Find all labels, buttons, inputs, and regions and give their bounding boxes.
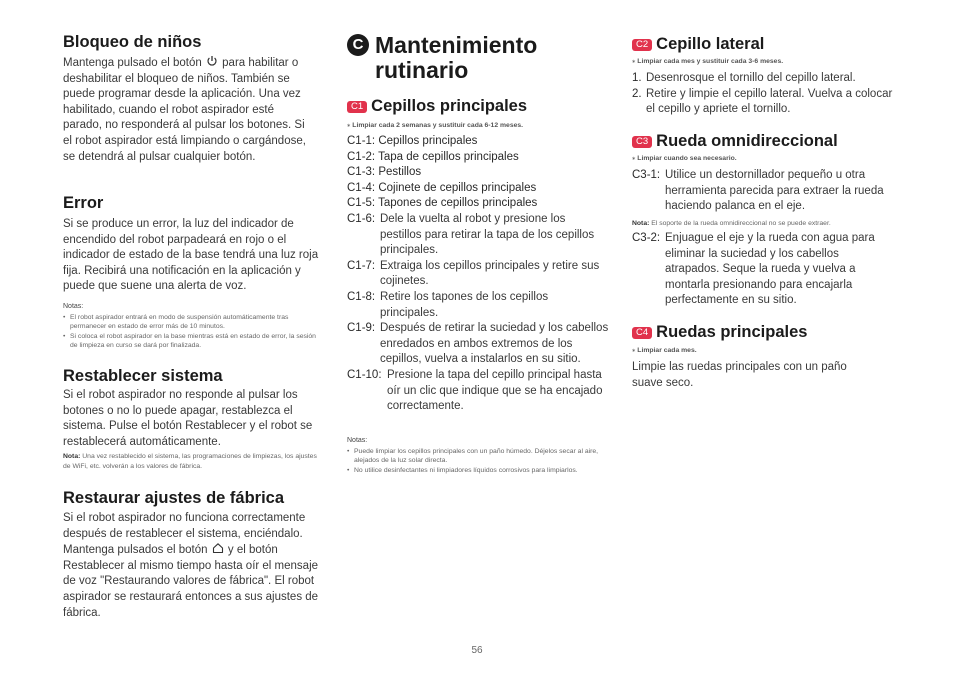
brush-notes-title: Notas: — [347, 437, 368, 444]
part-item: C1-4: Cojinete de cepillos principales — [347, 181, 537, 194]
error-notes — [63, 303, 319, 350]
brush-note-1: • Puede limpiar los cepillos principales con un paño húmedo. Déjelos secar al aire, alejados de la luz solar directa. — [347, 447, 605, 466]
reset-note: Nota: Una vez restablecido el sistema, las programaciones de limpiezas, los ajustes de WiFi, etc. volverán a los valores de fábrica. — [63, 453, 317, 470]
step-item: C1-9: Después de retirar la suciedad y los cabellos enredados en ambos extremos de los cepillos, vuelva a instalarlos en su sitio. — [347, 322, 609, 366]
omni-wheel-note: Nota: El soporte de la rueda omnidireccional no se puede extraer. — [632, 220, 831, 227]
main-brushes-notes — [347, 437, 605, 475]
step-item: C3-2: Enjuague el eje y la rueda con agua para eliminar la suciedad y los cabellos atrapados. Seque la rueda y vuelva a montarla presionando para encajarla perfectamente en su sitio. — [632, 232, 875, 307]
main-wheels-heading — [632, 322, 894, 342]
main-brushes-parts — [347, 134, 609, 212]
part-item: C1-5: Tapones de cepillos principales — [347, 197, 538, 210]
step-item: 2. Retire y limpie el cepillo lateral. Vuelva a colocar el cepillo y apriete el tornillo. — [632, 87, 893, 116]
factory-reset-title: Restaurar ajustes de fábrica — [63, 489, 285, 507]
error-note-1: • El robot aspirador entrará en modo de suspensión automáticamente tras permanecer en estado de error más de 10 minutos. — [63, 313, 319, 332]
side-brush-frequency: ⁎ Limpiar cada mes y sustituir cada 3-6 meses. — [632, 58, 784, 65]
main-wheels-title: Ruedas principales — [656, 323, 808, 341]
side-brush-steps — [632, 71, 894, 118]
side-brush-heading — [632, 34, 894, 54]
chapter-badge: C — [347, 34, 369, 56]
part-item: C1-2: Tapa de cepillos principales — [347, 150, 519, 163]
badge-c2: C2 — [632, 39, 652, 51]
chapter-title-line2: rutinario — [375, 57, 469, 83]
step-item: C1-8: Retire los tapones de los cepillos principales. — [347, 290, 549, 319]
clock-icon: ⁎ — [632, 347, 638, 354]
part-item: C1-3: Pestillos — [347, 166, 422, 179]
error-title: Error — [63, 194, 104, 212]
part-item: C1-1: Cepillos principales — [347, 135, 478, 147]
badge-c1: C1 — [347, 101, 367, 113]
main-wheels-frequency: ⁎ Limpiar cada mes. — [632, 347, 697, 354]
error-notes-title: Notas: — [63, 303, 84, 310]
badge-c3: C3 — [632, 136, 652, 148]
clock-icon: ⁎ — [632, 155, 638, 162]
child-lock-text: Mantenga pulsado el botón para habilitar o deshabilitar el bloqueo de niños. También se puede programar desde la aplicación. Una vez habilitado, cuando el robot aspirador esté parado, no responderá al pulsar los botones. Si el robot aspirador está limpiando o cargándose, se detendrá al pulsar cualquier botón. — [63, 57, 306, 163]
error-text: Si se produce un error, la luz del indicador de encendido del robot parpadeará en rojo o el indicador de estado de la base tendrá una luz roja fija. Recibirá una notificación en la aplicación y puede que suene una alerta de voz. — [63, 218, 319, 293]
chapter-title-line1: Mantenimiento — [375, 32, 538, 58]
reset-text: Si el robot aspirador no responde al pulsar los botones o no lo puede apagar, restablezca el sistema. Pulse el botón Restablecer y el robot se restablecerá automáticamente. — [63, 389, 313, 448]
page-number: 56 — [471, 645, 483, 656]
chapter-heading — [347, 33, 609, 83]
main-brushes-frequency: ⁎ Limpiar cada 2 semanas y sustituir cada 6-12 meses. — [347, 122, 524, 129]
side-brush-title: Cepillo lateral — [656, 35, 765, 53]
clock-icon: ⁎ — [347, 122, 353, 129]
step-item: 1. Desenrosque el tornillo del cepillo lateral. — [632, 72, 856, 84]
main-brushes-heading — [347, 96, 609, 116]
home-icon — [212, 542, 224, 554]
reset-title: Restablecer sistema — [63, 367, 223, 385]
step-item: C1-7: Extraiga los cepillos principales y retire sus cojinetes. — [347, 259, 600, 288]
badge-c4: C4 — [632, 327, 652, 339]
step-item: C1-6: Dele la vuelta al robot y presione los pestillos para retirar la tapa de los cepillos principales. — [347, 213, 595, 257]
main-wheels-text: Limpie las ruedas principales con un paño suave seco. — [632, 361, 847, 389]
clock-icon: ⁎ — [632, 58, 638, 65]
main-brushes-title: Cepillos principales — [371, 97, 528, 115]
omni-wheel-frequency: ⁎ Limpiar cuando sea necesario. — [632, 155, 737, 162]
factory-reset-text: Si el robot aspirador no funciona correctamente después de restablecer el sistema, enciéndalo. Mantenga pulsados el botón y el botón Restablecer al mismo tiempo hasta oír el mensaje de voz "Restaurando valores de fábrica". El robot aspirador se restaurará entonces a sus ajustes de fábrica. — [63, 512, 319, 619]
omni-wheel-title: Rueda omnidireccional — [656, 132, 838, 150]
step-item: C1-10: Presione la tapa del cepillo principal hasta oír un clic que indique que se ha encajado correctamente. — [347, 368, 603, 413]
main-brushes-steps — [347, 212, 609, 415]
error-note-2: • Si coloca el robot aspirador en la base mientras está en estado de error, la sesión de limpieza en curso se dará por finalizada. — [63, 332, 319, 351]
brush-note-2: • No utilice desinfectantes ni limpiadores líquidos corrosivos para limpiarlos. — [347, 466, 605, 475]
step-item: C3-1: Utilice un destornillador pequeño u otra herramienta parecida para extraer la rueda haciendo palanca en el eje. — [632, 169, 884, 213]
omni-wheel-heading — [632, 131, 894, 151]
child-lock-title: Bloqueo de niños — [63, 33, 202, 51]
power-icon — [206, 55, 218, 67]
